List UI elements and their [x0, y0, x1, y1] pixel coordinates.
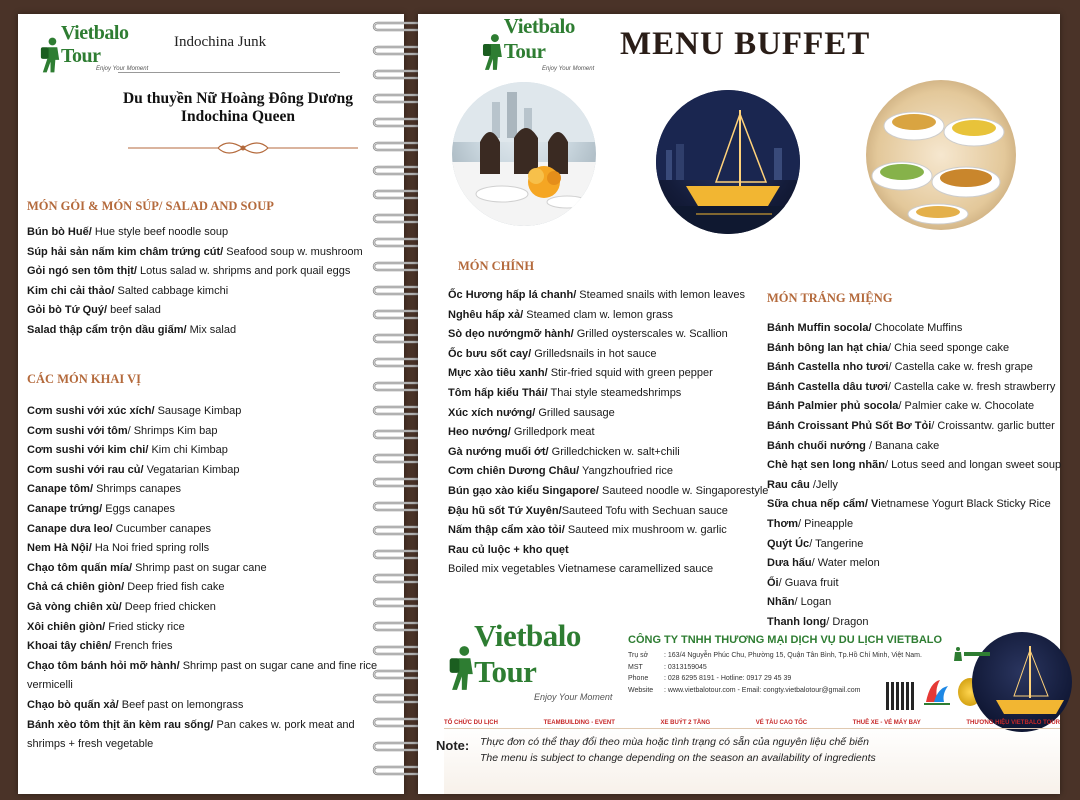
menu-item	[27, 422, 389, 442]
menu-item-en: Boiled mix vegetables Vietnamese caramellized sauce	[448, 563, 714, 576]
info-value: : www.vietbalotour.com - Email: congty.vietbalotour@gmail.com	[664, 686, 861, 694]
menu-item-vn: Bánh chuối nướng	[767, 439, 866, 452]
menu-item-en: Grilled oysterscales w. Scallion	[573, 328, 728, 341]
venue-name: Indochina Junk	[174, 34, 267, 50]
menu-item	[27, 402, 389, 422]
menu-item	[767, 515, 1057, 535]
service-item: THƯƠNG HIỆU VIETBALO TOUR	[966, 720, 1060, 726]
menu-item-vn: Ổi	[767, 576, 779, 589]
menu-item-en: Grilledchicken w. salt+chili	[548, 445, 680, 458]
menu-item-en: / Dragon	[826, 615, 869, 628]
menu-item	[27, 480, 389, 500]
menu-item	[767, 437, 1057, 457]
menu-item-en: Kim chi Kimbap	[148, 444, 228, 457]
vietbalo-logo-right	[480, 14, 620, 72]
dessert-list	[767, 319, 1062, 633]
menu-item-vn: Bánh Castella nho tươi	[767, 361, 889, 374]
menu-item-vn: Bánh Croissant Phủ Sốt Bơ Tỏi	[767, 419, 932, 432]
service-item: THUÊ XE - VÉ MÁY BAY	[852, 720, 921, 726]
menu-item-en: / Chia seed sponge cake	[888, 341, 1010, 354]
service-item: TỔ CHỨC DU LỊCH	[444, 720, 498, 726]
menu-item	[27, 243, 397, 263]
menu-item-en: / Lotus seed and longan sweet soup	[884, 459, 1062, 472]
menu-item-vn: Cơm sushi với tôm	[27, 424, 128, 437]
menu-item-vn: Gỏi bò Tứ Quý/	[27, 304, 108, 317]
menu-item-vn: Heo nướng/	[448, 426, 511, 439]
menu-item-en: Grilledsnails in hot sauce	[531, 347, 657, 360]
section-salad-soup-heading: MÓN GỎI & MÓN SÚP/ SALAD AND SOUP	[27, 199, 274, 213]
vietbalo-logo	[38, 22, 168, 74]
menu-item-en: Stir-fried squid with green pepper	[547, 367, 713, 380]
menu-item-en: Pan cakes w. pork meat and shrimps + fresh vegetable	[27, 718, 355, 751]
menu-item	[767, 593, 1057, 613]
menu-item-en: Deep fried chicken	[121, 600, 216, 613]
menu-item	[27, 716, 389, 755]
venue-underline	[118, 72, 340, 73]
menu-item	[27, 301, 397, 321]
cruise-ship-night-photo	[656, 90, 800, 234]
menu-item-en: Ha Noi fried spring rolls	[91, 542, 210, 555]
menu-item-en: / Banana cake	[865, 439, 940, 452]
service-item: TEAMBUILDING - EVENT	[543, 720, 615, 726]
menu-title: MENU BUFFET	[620, 26, 871, 62]
menu-item	[448, 325, 778, 345]
buffet-food-photo	[866, 80, 1016, 230]
menu-item	[27, 520, 389, 540]
info-key: MST	[628, 663, 643, 671]
info-value: : 163/4 Nguyễn Phúc Chu, Phường 15, Quận Tân Bình, Tp.Hồ Chí Minh, Việt Nam.	[664, 652, 922, 659]
menu-item	[448, 521, 778, 541]
menu-item-vn: Khoai tây chiên/	[27, 640, 112, 653]
menu-item-en: Lotus salad w. shripms and pork quail eggs	[137, 265, 351, 278]
menu-item-vn: Thơm	[767, 517, 799, 530]
menu-item-vn: Canape trứng/	[27, 502, 103, 515]
footer-brand-name: Vietbalo Tour	[474, 618, 581, 689]
menu-item	[767, 397, 1057, 417]
menu-item-en: Mix salad	[186, 323, 237, 336]
menu-item-en: Steamed snails with lemon leaves	[576, 289, 745, 301]
menu-item-vn: Nấm thập cẩm xào tỏi/	[448, 524, 565, 537]
menu-item-en: Shrimp past on sugar cane	[132, 561, 267, 574]
menu-item-vn: Nem Hà Nội/	[27, 542, 92, 555]
info-value: : 028 6295 8191 - Hotline: 0917 29 45 39	[664, 675, 792, 682]
menu-item	[767, 358, 1057, 378]
menu-item-vn: Bún gạo xào kiểu Singapore/	[448, 484, 599, 497]
menu-item-vn: Gà nướng muối ớt/	[448, 445, 549, 458]
section-appetizer-heading: CÁC MÓN KHAI VỊ	[27, 372, 142, 386]
menu-item-en: / Tangerine	[809, 537, 864, 550]
menu-item-vn: Bún bò Huế/	[27, 226, 92, 238]
menu-item-en: Sauteed mix mushroom w. garlic	[564, 524, 727, 537]
menu-item	[27, 223, 397, 243]
menu-item-en: /Jelly	[809, 478, 838, 491]
menu-item-en: Grilled sausage	[535, 406, 615, 419]
menu-item-en: / Castella cake w. fresh strawberry	[887, 380, 1056, 393]
menu-item-en: Fried sticky rice	[105, 620, 185, 633]
menu-item	[448, 560, 778, 580]
menu-item	[448, 404, 778, 424]
brand-tagline: Enjoy Your Moment	[96, 66, 149, 72]
menu-item-vn: Gà vòng chiên xù/	[27, 600, 122, 613]
info-value: : 0313159045	[664, 663, 707, 671]
menu-item-en: Seafood soup w. mushroom	[223, 245, 363, 258]
menu-item-vn: Cơm sushi với kim chi/	[27, 444, 149, 457]
right-menu-page	[418, 14, 1060, 794]
menu-item-en: Sauteed Tofu with Sechuan sauce	[561, 504, 728, 517]
menu-item	[767, 378, 1057, 398]
menu-item-vn: Chè hạt sen long nhãn	[767, 459, 885, 472]
menu-item-vn: Xúc xích nướng/	[448, 406, 536, 419]
menu-item	[27, 262, 397, 282]
menu-item	[448, 364, 778, 384]
menu-item-en: Chocolate Muffins	[871, 322, 963, 334]
menu-item-en: Yangzhoufried rice	[579, 465, 673, 478]
menu-item-en: Vegatarian Kimbap	[143, 463, 240, 476]
menu-item-en: Salted cabbage kimchi	[114, 284, 229, 297]
menu-item	[448, 502, 778, 522]
menu-item-en: Thai style steamedshrimps	[547, 386, 682, 399]
menu-item-vn: Ốc bưu sốt cay/	[448, 347, 532, 360]
menu-item	[448, 541, 778, 561]
menu-item	[767, 495, 1057, 515]
menu-item-vn: Cơm sushi với xúc xích/	[27, 405, 155, 417]
menu-item-en: / Shrimps Kim bap	[127, 424, 218, 437]
menu-item-vn: Gỏi ngó sen tôm thịt/	[27, 265, 137, 278]
menu-item-en: / Logan	[794, 596, 832, 609]
menu-item	[448, 306, 778, 326]
menu-item-vn: Đậu hũ sốt Tứ Xuyên/	[448, 504, 562, 517]
menu-item	[27, 441, 389, 461]
menu-item-vn: Bánh Palmier phủ socola	[767, 400, 899, 413]
services-bar	[444, 720, 1060, 729]
menu-item	[448, 286, 778, 306]
menu-item-vn: Chạo tôm quấn mía/	[27, 561, 133, 574]
menu-item-vn: Kim chi cải thảo/	[27, 284, 115, 297]
menu-item-vn: Sữa chua nếp cẩm/ V	[767, 498, 879, 511]
menu-item-en: / Castella cake w. fresh grape	[888, 361, 1033, 374]
menu-item-en: beef salad	[107, 304, 161, 317]
menu-item	[448, 482, 778, 502]
menu-item-en: / Guava fruit	[778, 576, 839, 589]
menu-item-en: / Pineapple	[798, 517, 854, 530]
menu-item	[27, 696, 389, 716]
menu-item-en: Eggs canapes	[102, 502, 175, 515]
ornament-divider	[128, 136, 358, 160]
menu-item	[767, 476, 1057, 496]
menu-item-vn: Canape tôm/	[27, 483, 94, 496]
menu-item-en: Sauteed noodle w. Singaporestyle	[598, 484, 769, 497]
menu-item-en: Deep fried fish cake	[124, 581, 225, 594]
menu-item	[767, 574, 1057, 594]
main-course-list	[448, 286, 778, 580]
menu-item	[767, 319, 1057, 339]
service-item: XE BUÝT 2 TẦNG	[660, 720, 711, 726]
section-dessert-heading: MÓN TRÁNG MIỆNG	[767, 291, 893, 305]
menu-item	[27, 598, 389, 618]
menu-item-vn: Súp hải sản nấm kim châm trứng cút/	[27, 245, 224, 258]
menu-item-vn: Bánh Muffin socola/	[767, 322, 872, 334]
menu-item	[767, 417, 1057, 437]
note-label: Note:	[436, 738, 470, 753]
menu-item-en: / Palmier cake w. Chocolate	[898, 400, 1035, 413]
menu-item	[767, 554, 1057, 574]
note-english: The menu is subject to change depending on the season an availability of ingredients	[480, 752, 876, 764]
menu-item-vn: Bánh Castella dâu tươi	[767, 380, 888, 393]
menu-item	[767, 535, 1057, 555]
menu-item	[27, 559, 389, 579]
menu-item-vn: Quýt Úc	[767, 537, 810, 550]
menu-item-vn: Rau câu	[767, 478, 810, 491]
note-vietnamese: Thực đơn có thể thay đổi theo mùa hoặc tình trạng có sẵn của nguyên liệu chế biến	[480, 736, 869, 748]
menu-item-en: Steamed clam w. lemon grass	[523, 308, 673, 321]
menu-item	[448, 462, 778, 482]
menu-item	[27, 637, 389, 657]
menu-item-en: French fries	[111, 640, 173, 653]
menu-item-en: ietnamese Yogurt Black Sticky Rice	[878, 498, 1051, 511]
company-info-row	[628, 662, 958, 674]
menu-item	[448, 384, 778, 404]
menu-item-en: Shrimps canapes	[93, 483, 182, 496]
menu-item	[27, 500, 389, 520]
menu-item-vn: Xôi chiên giòn/	[27, 620, 106, 633]
menu-item	[27, 657, 389, 696]
menu-item	[27, 282, 397, 302]
menu-item	[767, 339, 1057, 359]
menu-item	[27, 321, 397, 341]
cruise-title-en: Indochina Queen	[180, 108, 296, 125]
menu-item-vn: Bánh bông lan hạt chia	[767, 341, 889, 354]
section-main-heading: MÓN CHÍNH	[458, 259, 535, 273]
appetizer-list	[27, 402, 389, 755]
menu-item	[767, 456, 1062, 476]
footer-brand-tagline: Enjoy Your Moment	[534, 692, 613, 702]
info-key: Website	[628, 686, 654, 694]
company-info-row	[628, 650, 958, 662]
menu-item-vn: Nghêu hấp xả/	[448, 308, 524, 321]
menu-item-en: Grilledpork meat	[510, 426, 595, 439]
info-key: Phone	[628, 675, 649, 682]
menu-item-en: Beef past on lemongrass	[118, 698, 244, 711]
service-item: VÉ TÀU CAO TỐC	[755, 720, 808, 726]
menu-item-vn: Ốc Hương hấp lá chanh/	[448, 289, 577, 301]
menu-item	[27, 461, 389, 481]
company-name: CÔNG TY TNHH THƯƠNG MẠI DỊCH VỤ DU LỊCH VIETBALO	[628, 634, 943, 646]
menu-item-en: Sausage Kimbap	[154, 405, 242, 417]
menu-item-vn: Rau củ luộc + kho quẹt	[448, 543, 569, 556]
menu-item-vn: Dưa hấu	[767, 557, 812, 570]
menu-item-en: Cucumber canapes	[112, 522, 212, 535]
brand-tagline: Enjoy Your Moment	[542, 66, 595, 72]
menu-item	[27, 539, 389, 559]
dining-table-photo	[452, 82, 596, 226]
brand-name: Vietbalo Tour	[503, 14, 575, 63]
menu-item-en: / Water melon	[811, 557, 880, 570]
brand-name: Vietbalo Tour	[60, 22, 129, 67]
info-key: Trụ sở	[628, 652, 649, 659]
menu-item-en: Shrimp past on sugar cane and fine rice vermicelli	[27, 659, 378, 692]
menu-item-vn: Chạo tôm bánh hỏi mỡ hành/	[27, 659, 180, 672]
menu-item	[448, 443, 778, 463]
menu-item-vn: Bánh xèo tôm thịt ăn kèm rau sống/	[27, 718, 214, 731]
menu-item-vn: Sò dẹo nướngmỡ hành/	[448, 328, 574, 341]
menu-item-vn: Thanh long	[767, 615, 827, 628]
salad-soup-list	[27, 223, 397, 341]
small-logo-mark	[952, 646, 992, 662]
menu-item-vn: Tôm hấp kiểu Thái/	[448, 386, 548, 399]
menu-item	[448, 345, 778, 365]
menu-item-vn: Chạo bò quấn xả/	[27, 698, 119, 711]
vietnam-logo	[920, 676, 954, 710]
menu-item-vn: Mực xào tiêu xanh/	[448, 367, 548, 380]
cruise-title-vn: Du thuyền Nữ Hoàng Đông Dương	[122, 90, 354, 107]
menu-item-vn: Nhãn	[767, 596, 795, 609]
menu-item	[448, 423, 778, 443]
menu-item-vn: Cơm chiên Dương Châu/	[448, 465, 580, 478]
footer-logo	[446, 618, 624, 702]
menu-item-vn: Canape dưa leo/	[27, 522, 113, 535]
menu-item-vn: Cơm sushi với rau củ/	[27, 463, 144, 476]
menu-item-vn: Chả cá chiên giòn/	[27, 581, 125, 594]
qr-code	[886, 682, 914, 710]
menu-item-en: / Croissantw. garlic butter	[931, 419, 1055, 432]
menu-item	[27, 578, 389, 598]
menu-item-en: Hue style beef noodle soup	[91, 226, 229, 238]
left-menu-page	[18, 14, 404, 794]
menu-item	[27, 618, 389, 638]
menu-item-vn: Salad thập cẩm trộn dầu giấm/	[27, 323, 187, 336]
